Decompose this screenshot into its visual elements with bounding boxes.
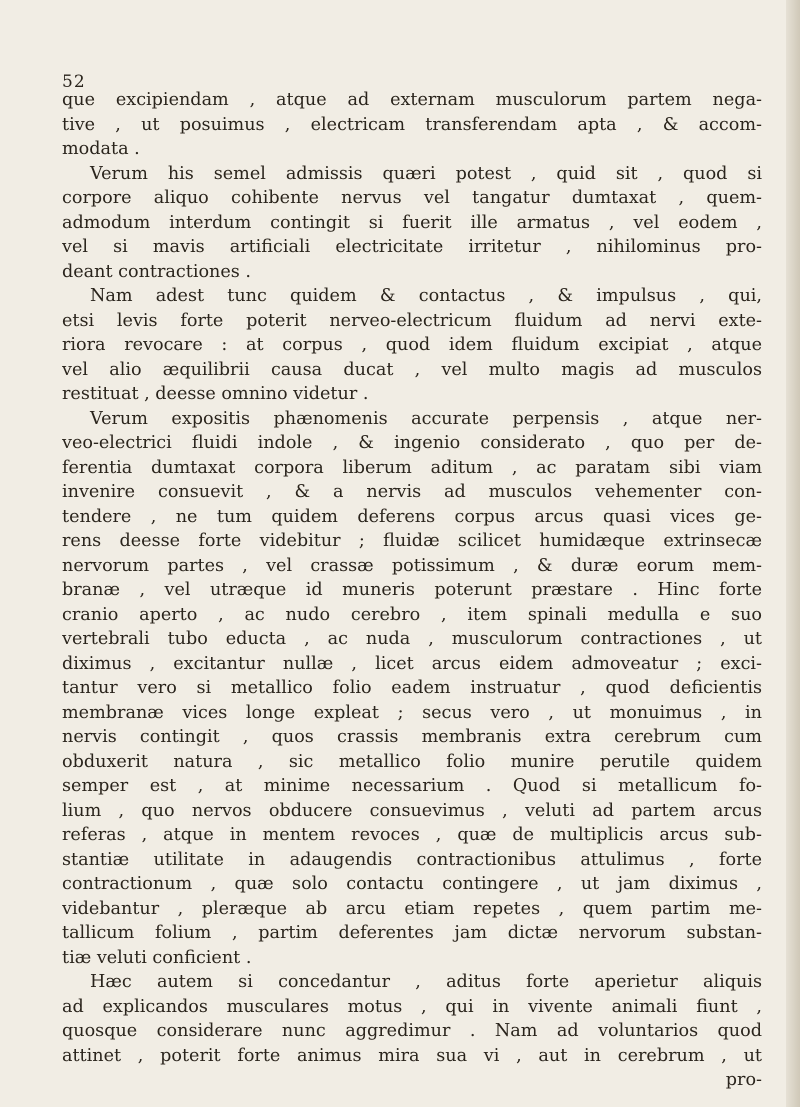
text-line: Hæc autem si concedantur , aditus forte aperietur aliquis xyxy=(90,972,762,992)
page-number: 52 xyxy=(62,72,86,92)
text-line: que excipiendam , atque ad externam musculorum partem nega- xyxy=(62,90,762,110)
text-line: vel alio æquilibrii causa ducat , vel multo magis ad musculos xyxy=(62,359,762,380)
text-line: corpore aliquo cohibente nervus vel tangatur dumtaxat , quem- xyxy=(62,188,762,208)
text-line: invenire consuevit , & a nervis ad musculos vehementer con- xyxy=(62,482,762,502)
text-line: lium , quo nervos obducere consuevimus , veluti ad partem arcus xyxy=(62,800,762,821)
text-line: ad explicandos musculares motus , qui in vivente animali fiunt , xyxy=(62,996,762,1017)
text-line: membranæ vices longe expleat ; secus vero , ut monuimus , in xyxy=(62,702,762,723)
text-line: deant contractiones . xyxy=(62,261,252,282)
text-line: restituat , deesse omnino videtur . xyxy=(62,384,369,404)
text-line: vel si mavis artificiali electricitate irritetur , nihilominus pro- xyxy=(62,237,762,257)
text-line: tiæ veluti conficient . xyxy=(62,947,252,968)
catchword: pro- xyxy=(725,1070,762,1090)
text-line: modata . xyxy=(62,139,140,159)
text-line: referas , atque in mentem revoces , quæ de multiplicis arcus sub- xyxy=(62,825,762,845)
text-line: rens deesse forte videbitur ; fluidæ scilicet humidæque extrinsecæ xyxy=(62,531,762,551)
text-line: tantur vero si metallico folio eadem instruatur , quod deficientis xyxy=(62,678,762,698)
text-line: ferentia dumtaxat corpora liberum aditum , ac paratam sibi viam xyxy=(62,457,762,478)
text-line: nervorum partes , vel crassæ potissimum , & duræ eorum mem- xyxy=(62,555,762,576)
text-line: admodum interdum contingit si fuerit ille armatus , vel eodem , xyxy=(62,212,762,233)
text-line: obduxerit natura , sic metallico folio munire perutile quidem xyxy=(62,751,762,772)
text-line: etsi levis forte poterit nerveo-electricum fluidum ad nervi exte- xyxy=(62,310,762,331)
text-line: branæ , vel utræque id muneris poterunt præstare . Hinc forte xyxy=(62,580,762,600)
text-line: semper est , at minime necessarium . Quod si metallicum fo- xyxy=(62,776,762,796)
text-line: Verum expositis phænomenis accurate perpensis , atque ner- xyxy=(90,408,762,429)
text-line: videbantur , pleræque ab arcu etiam repetes , quem partim me- xyxy=(62,898,762,919)
text-line: Nam adest tunc quidem & contactus , & impulsus , qui, xyxy=(90,286,762,306)
text-line: tendere , ne tum quidem deferens corpus arcus quasi vices ge- xyxy=(62,506,762,527)
text-line: stantiæ utilitate in adaugendis contractionibus attulimus , forte xyxy=(62,849,762,870)
body-text xyxy=(62,88,762,1093)
text-line: tallicum folium , partim deferentes jam dictæ nervorum substan- xyxy=(62,923,762,943)
text-line: vertebrali tubo educta , ac nuda , musculorum contractiones , ut xyxy=(62,629,762,649)
text-line: attinet , poterit forte animus mira sua vi , aut in cerebrum , ut xyxy=(62,1045,762,1066)
text-line: cranio aperto , ac nudo cerebro , item spinali medulla e suo xyxy=(62,604,762,625)
text-line: riora revocare : at corpus , quod idem fluidum excipiat , atque xyxy=(62,335,762,355)
text-line: nervis contingit , quos crassis membranis extra cerebrum cum xyxy=(62,727,762,747)
text-line: quosque considerare nunc aggredimur . Nam ad voluntarios quod xyxy=(62,1021,762,1041)
page-edge xyxy=(786,0,800,1107)
text-line: diximus , excitantur nullæ , licet arcus eidem admoveatur ; exci- xyxy=(62,653,762,674)
text-line: tive , ut posuimus , electricam transferendam apta , & accom- xyxy=(62,114,762,135)
text-line: veo-electrici fluidi indole , & ingenio considerato , quo per de- xyxy=(62,433,762,453)
text-line: contractionum , quæ solo contactu contingere , ut jam diximus , xyxy=(62,874,762,894)
text-line: Verum his semel admissis quæri potest , quid sit , quod si xyxy=(90,163,762,184)
